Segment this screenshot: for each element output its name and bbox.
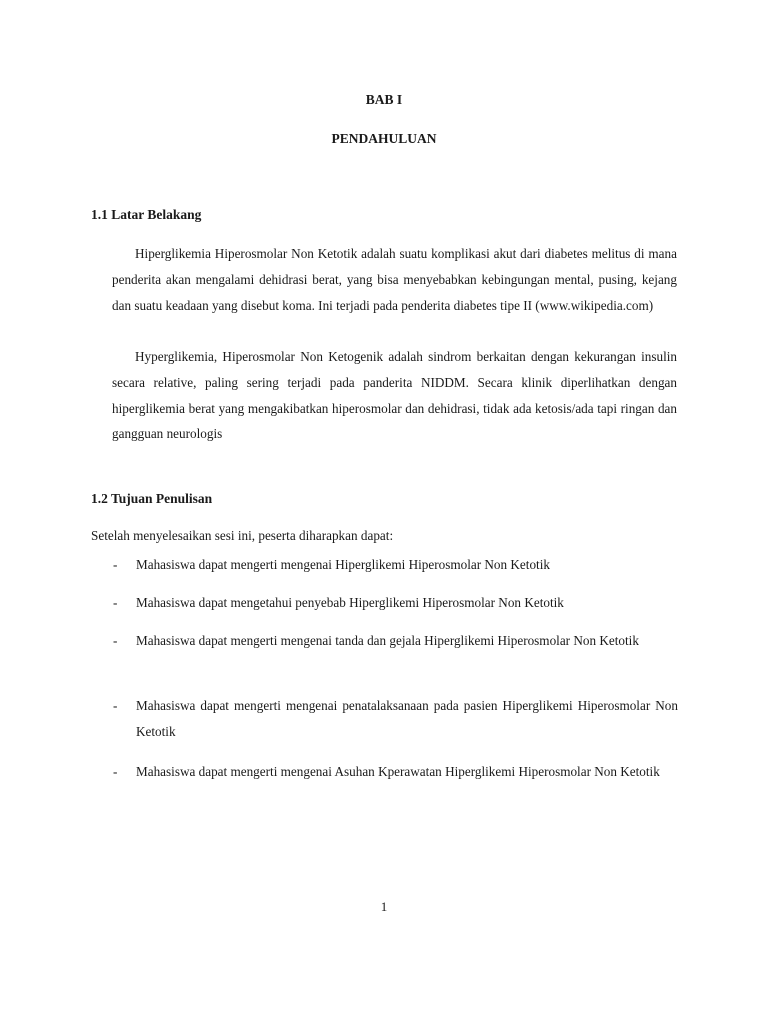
list-item [113, 552, 678, 578]
list-item-text: Mahasiswa dapat mengetahui penyebab Hiperglikemi Hiperosmolar Non Ketotik [136, 595, 564, 610]
section-heading-tujuan-penulisan: 1.2 Tujuan Penulisan [91, 491, 213, 506]
list-bullet: - [113, 557, 118, 572]
chapter-title: PENDAHULUAN [331, 131, 437, 146]
list-item-text: Mahasiswa dapat mengerti mengenai penatalaksanaan pada pasien Hiperglikemi Hiperosmolar Non Ketotik [136, 698, 678, 739]
paragraph-1: Hiperglikemia Hiperosmolar Non Ketotik adalah suatu komplikasi akut dari diabetes melitus di mana penderita akan mengalami dehidrasi berat, yang bisa menyebabkan kebingungan mental, pusing, kejang dan suatu keadaan yang disebut koma. Ini terjadi pada penderita diabetes tipe II (www.wikipedia.com) [112, 246, 677, 313]
paragraph-2: Hyperglikemia, Hiperosmolar Non Ketogenik adalah sindrom berkaitan dengan kekurangan insulin secara relative, paling sering terjadi pada panderita NIDDM. Secara klinik diperlihatkan dengan hiperglikemia berat yang mengakibatkan hiperosmolar dan dehidrasi, tidak ada ketosis/ada tapi ringan dan gangguan neurologis [112, 349, 677, 442]
list-item [113, 590, 678, 616]
list-bullet: - [113, 698, 118, 713]
list-bullet: - [113, 764, 118, 779]
list-item [113, 628, 678, 654]
page-number: 1 [380, 899, 388, 914]
list-item-text: Mahasiswa dapat mengerti mengenai Asuhan Kperawatan Hiperglikemi Hiperosmolar Non Ketotik [136, 764, 660, 779]
chapter-number: BAB I [365, 92, 403, 107]
list-item-text: Mahasiswa dapat mengerti mengenai Hiperglikemi Hiperosmolar Non Ketotik [136, 557, 550, 572]
objectives-intro: Setelah menyelesaikan sesi ini, peserta diharapkan dapat: [91, 528, 394, 543]
list-item [113, 693, 678, 745]
list-item [113, 759, 678, 785]
list-bullet: - [113, 633, 118, 648]
list-item-text: Mahasiswa dapat mengerti mengenai tanda dan gejala Hiperglikemi Hiperosmolar Non Ketotik [136, 633, 639, 648]
section-heading-latar-belakang: 1.1 Latar Belakang [91, 207, 202, 222]
list-bullet: - [113, 595, 118, 610]
